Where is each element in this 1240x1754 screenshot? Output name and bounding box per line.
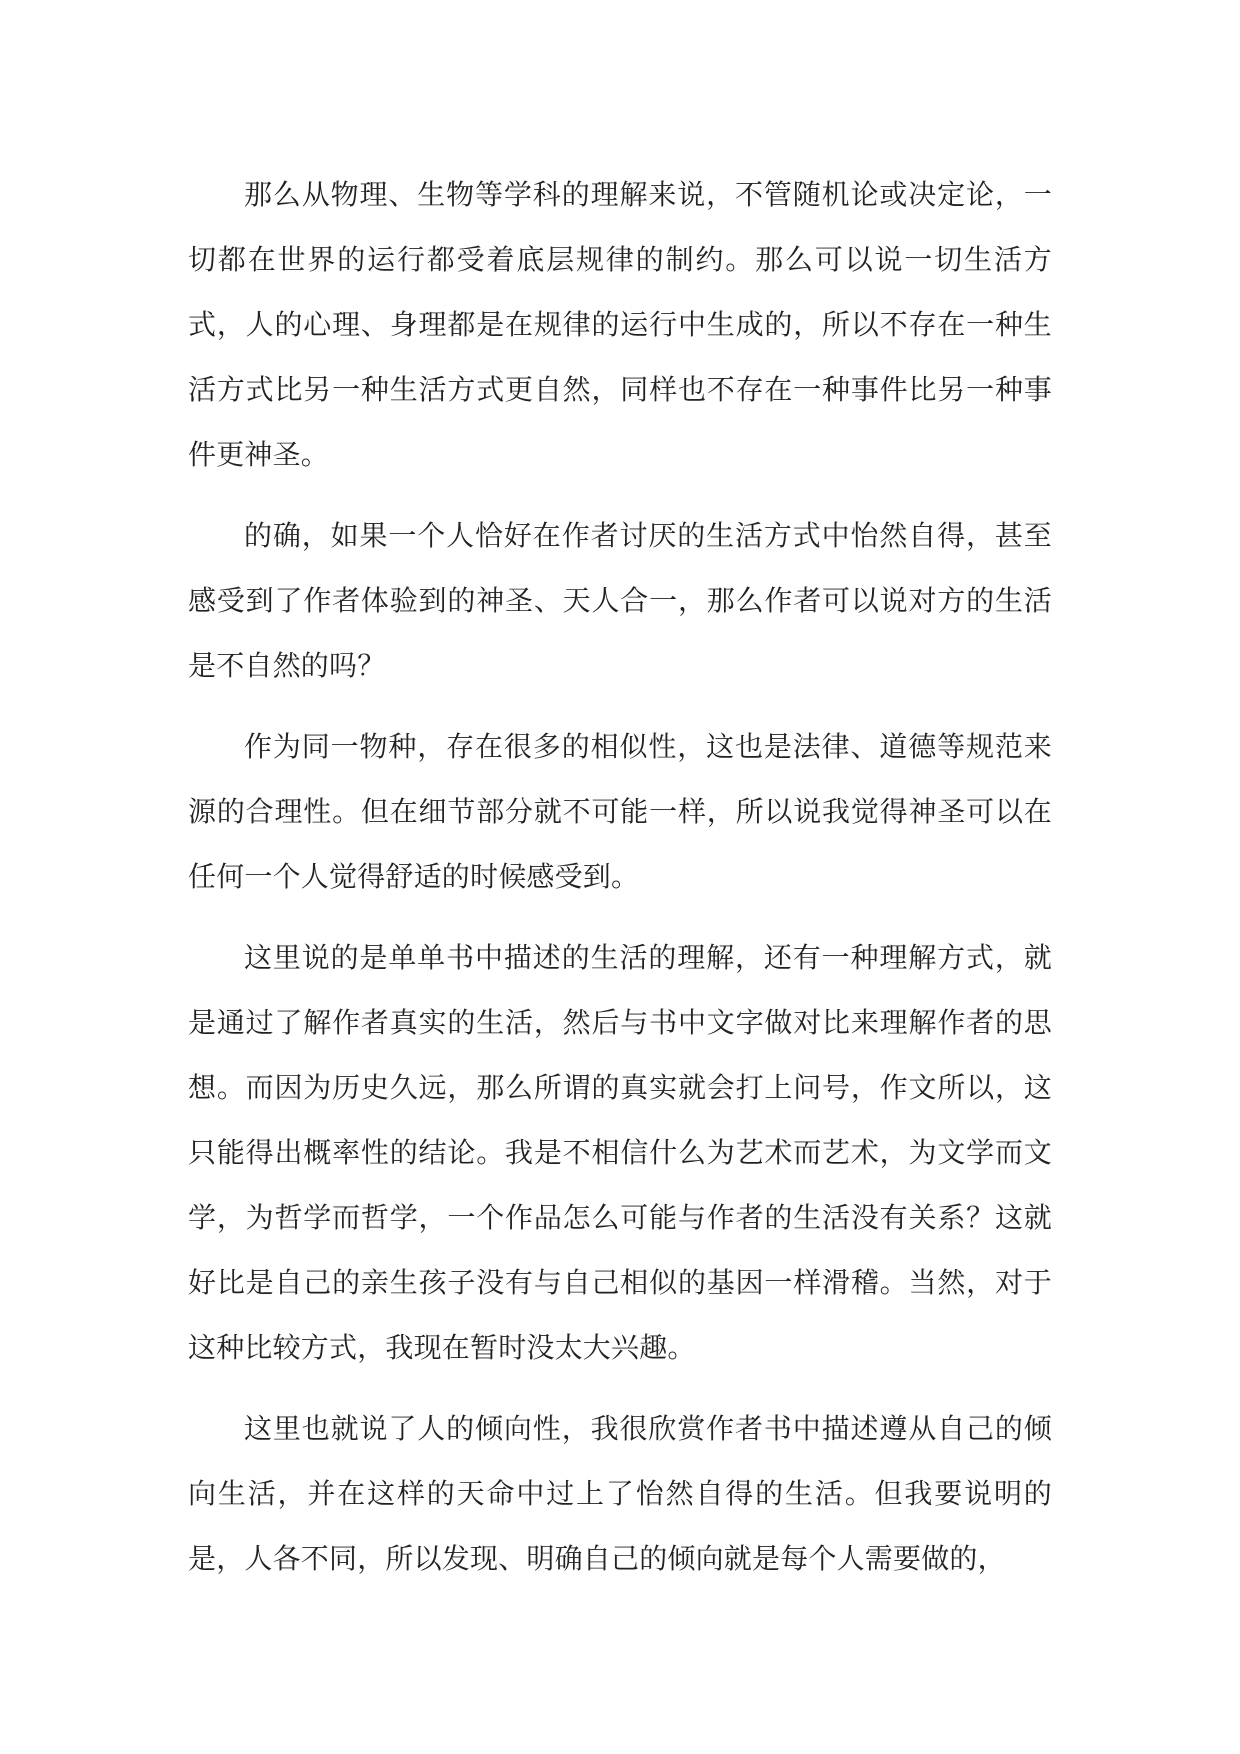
paragraph-3: 作为同一物种，存在很多的相似性，这也是法律、道德等规范来源的合理性。但在细节部分就不可能一样，所以说我觉得神圣可以在任何一个人觉得舒适的时候感受到。 [188,730,1052,893]
paragraph-4: 这里说的是单单书中描述的生活的理解，还有一种理解方式，就是通过了解作者真实的生活，然后与书中文字做对比来理解作者的思想。而因为历史久远，那么所谓的真实就会打上问号，作文所以，这只能得出概率性的结论。我是不相信什么为艺术而艺术，为文学而文学，为哲学而哲学，一个作品怎么可能与作者的生活没有关系？这就好比是自己的亲生孩子没有与自己相似的基因一样滑稽。当然，对于这种比较方式，我现在暂时没太大兴趣。 [188,941,1052,1364]
paragraph-5: 这里也就说了人的倾向性，我很欣赏作者书中描述遵从自己的倾向生活，并在这样的天命中过上了怡然自得的生活。但我要说明的是，人各不同，所以发现、明确自己的倾向就是每个人需要做的， [188,1412,1052,1575]
paragraph-2: 的确，如果一个人恰好在作者讨厌的生活方式中怡然自得，甚至感受到了作者体验到的神圣、天人合一，那么作者可以说对方的生活是不自然的吗？ [188,519,1052,682]
document-body [188,162,1052,1607]
paragraph-1: 那么从物理、生物等学科的理解来说，不管随机论或决定论，一切都在世界的运行都受着底层规律的制约。那么可以说一切生活方式，人的心理、身理都是在规律的运行中生成的，所以不存在一种生活方式比另一种生活方式更自然，同样也不存在一种事件比另一种事件更神圣。 [188,178,1052,471]
